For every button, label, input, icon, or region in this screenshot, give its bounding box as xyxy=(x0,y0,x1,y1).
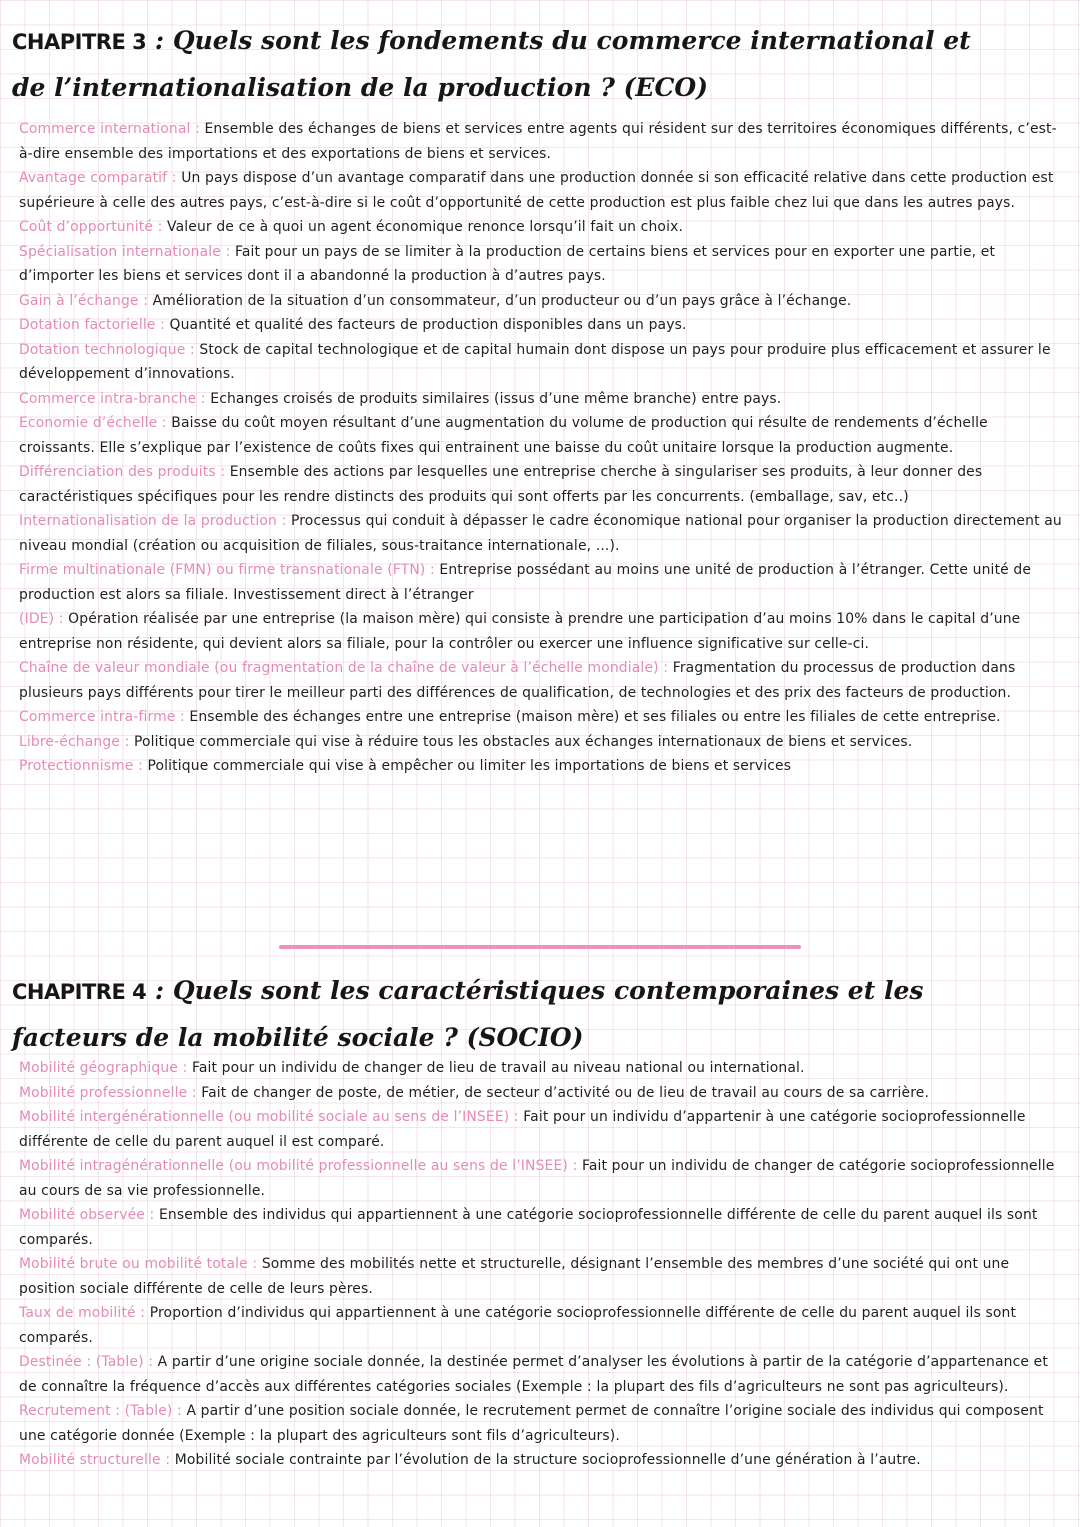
definition-item xyxy=(19,1350,1063,1399)
definition-term: Recrutement : (Table) xyxy=(19,1403,173,1419)
definition-term: Spécialisation internationale xyxy=(19,243,221,260)
definition-separator: : xyxy=(138,292,153,309)
definition-term: Mobilité géographique xyxy=(19,1060,178,1076)
definition-term: Mobilité structurelle xyxy=(19,1452,161,1468)
definition-term: Gain à l’échange xyxy=(19,292,139,309)
definition-term: Destinée : (Table) xyxy=(19,1354,144,1370)
definition-item xyxy=(19,338,1063,387)
definition-text: Fait pour un individu d’appartenir à une catégorie socioprofessionnelle différente de celle du parent auquel il est comparé. xyxy=(19,1109,1026,1150)
definition-text: Fait pour un individu de changer de lieu de travail au niveau national ou international. xyxy=(191,1060,805,1076)
definition-text: Politique commerciale qui vise à empêcher ou limiter les importations de biens et services xyxy=(147,758,792,774)
definition-item xyxy=(19,1252,1063,1301)
definition-text: A partir d’une origine sociale donnée, la destinée permet d’analyser les évolutions à partir de la catégorie d’appartenance et de connaître la fréquence d’accès aux différentes catégories sociales (Exemple : la plupart des fils d’agriculteurs ne sont pas agriculteurs). xyxy=(19,1354,1048,1395)
definition-separator: : xyxy=(54,611,69,627)
definition-term: Dotation factorielle xyxy=(19,317,156,333)
definition-separator: : xyxy=(568,1158,582,1174)
definition-text: Un pays dispose d’un avantage comparatif dans une production donnée si son efficacité relative dans cette production est supérieure à celle des autres pays, c’est-à-dire si le coût d’opportunité de cette production est plus faible chez lui que dans les autres pays. xyxy=(19,170,1054,211)
definition-text: Valeur de ce à quoi un agent économique renonce lorsqu’il fait un choix. xyxy=(167,219,684,235)
definition-separator: : xyxy=(185,341,200,358)
definition-term: Chaîne de valeur mondiale (ou fragmentation de la chaîne de valeur à l’échelle mondiale) xyxy=(19,660,659,676)
definition-separator: : xyxy=(167,170,182,186)
definition-item xyxy=(19,215,1063,240)
definition-separator: : xyxy=(175,709,190,725)
definition-separator: : xyxy=(658,660,673,676)
definition-item xyxy=(19,166,1063,215)
definition-separator: : xyxy=(135,1305,150,1321)
definition-text: Ensemble des échanges entre une entreprise (maison mère) et ses filiales ou entre les filiales de cette entreprise. xyxy=(189,709,1001,725)
definition-text: Fragmentation du processus de production dans plusieurs pays différents pour tirer le meilleur parti des différences de qualification, de technologies et des prix des facteurs de production. xyxy=(19,660,1016,701)
definition-separator: : xyxy=(143,1354,158,1370)
definition-separator: : xyxy=(155,317,170,333)
definition-term: Firme multinationale (FMN) ou firme transnationale (FTN) xyxy=(19,562,426,578)
definition-text: Mobilité sociale contrainte par l’évolution de la structure socioprofessionnelle d’une génération à l’autre. xyxy=(174,1452,921,1468)
definition-separator: : xyxy=(221,243,235,260)
definition-separator: : xyxy=(133,758,148,774)
definition-term: Différenciation des produits xyxy=(19,464,216,480)
definition-text: Quantité et qualité des facteurs de production disponibles dans un pays. xyxy=(169,317,687,333)
chapter-3-label: CHAPITRE 3 xyxy=(12,30,147,54)
definition-term: Mobilité brute ou mobilité totale xyxy=(19,1256,248,1272)
definition-item xyxy=(19,387,1063,412)
definition-item xyxy=(19,1154,1063,1203)
definition-term: Commerce intra-firme xyxy=(19,709,176,725)
definition-term: Commerce intra-branche xyxy=(19,390,197,407)
chapter-4-title-line1: : Quels sont les caractéristiques contemporaines et les xyxy=(146,976,924,1005)
definition-text: Ensemble des individus qui appartiennent à une catégorie socioprofessionnelle différente de celle du parent auquel ils sont comparés. xyxy=(19,1207,1038,1248)
definition-text: A partir d’une position sociale donnée, le recrutement permet de connaître l’origine sociale des individus qui composent une catégorie donnée (Exemple : la plupart des agriculteurs sont fils d’agriculteurs). xyxy=(19,1403,1044,1444)
definition-item xyxy=(19,558,1063,607)
definition-term: Protectionnisme xyxy=(19,758,134,774)
definition-text: Baisse du coût moyen résultant d’une augmentation du volume de production qui résulte de rendements d’échelle croissants. Elle s’explique par l’existence de coûts fixes qui entrainent une baisse du coût unitaire lorsque la production augmente. xyxy=(19,415,988,456)
chapter-divider xyxy=(279,945,801,949)
definition-item xyxy=(19,509,1063,558)
definition-separator: : xyxy=(178,1060,192,1076)
definition-item xyxy=(19,705,1063,730)
definition-text: Entreprise possédant au moins une unité de production à l’étranger. Cette unité de production est alors sa filiale. Investissement direct à l’étranger xyxy=(19,562,1032,603)
definition-item xyxy=(19,1399,1063,1448)
definition-separator: : xyxy=(157,415,172,431)
chapter-4-title-line2: facteurs de la mobilité sociale ? (SOCIO) xyxy=(12,1023,584,1052)
definition-separator: : xyxy=(425,562,440,578)
definition-item xyxy=(19,1056,1063,1081)
definition-term: Mobilité professionnelle xyxy=(19,1084,188,1101)
chapter-3-title xyxy=(12,18,1062,111)
definition-item xyxy=(19,1105,1063,1154)
chapter-4-definition-list xyxy=(19,1056,1063,1473)
definition-item xyxy=(19,460,1063,509)
definition-separator: : xyxy=(172,1403,187,1419)
definition-item xyxy=(19,117,1063,166)
definition-separator: : xyxy=(160,1452,175,1468)
definition-separator: : xyxy=(277,513,291,529)
definition-item xyxy=(19,1301,1063,1350)
definition-item xyxy=(19,289,1063,314)
definition-term: Commerce international xyxy=(19,121,191,137)
definition-separator: : xyxy=(187,1084,202,1101)
definition-term: (IDE) xyxy=(19,611,55,627)
definition-term: Dotation technologique xyxy=(19,341,186,358)
chapter-3-title-line1: : Quels sont les fondements du commerce international et xyxy=(146,26,971,55)
definition-item xyxy=(19,1081,1063,1106)
definition-text: Fait de changer de poste, de métier, de secteur d’activité ou de lieu de travail au cours de sa carrière. xyxy=(201,1084,930,1101)
chapter-3-definition-list xyxy=(19,117,1063,779)
definition-separator: : xyxy=(153,219,168,235)
definition-text: Fait pour un individu de changer de catégorie socioprofessionnelle au cours de sa vie professionnelle. xyxy=(19,1158,1055,1199)
definition-item xyxy=(19,411,1063,460)
definition-text: Processus qui conduit à dépasser le cadre économique national pour organiser la production directement au niveau mondial (création ou acquisition de filiales, sous-traitance internationale, ...). xyxy=(19,513,1062,554)
definition-term: Mobilité observée xyxy=(19,1207,145,1223)
definition-term: Mobilité intragénérationnelle (ou mobilité professionnelle au sens de l’INSEE) xyxy=(19,1158,568,1174)
definition-term: Coût d’opportunité xyxy=(19,219,154,235)
definition-separator: : xyxy=(190,121,205,137)
definition-item xyxy=(19,656,1063,705)
definition-text: Fait pour un pays de se limiter à la production de certains biens et services pour en exporter une partie, et d’importer les biens et services dont il a abandonné la production à d’autres pays. xyxy=(19,243,996,284)
definition-text: Amélioration de la situation d’un consommateur, d’un producteur ou d’un pays grâce à l’échange. xyxy=(152,292,852,309)
definition-separator: : xyxy=(120,733,134,750)
definition-item xyxy=(19,313,1063,338)
definition-text: Stock de capital technologique et de capital humain dont dispose un pays pour produire plus efficacement et assurer le développement d’innovations. xyxy=(19,341,1051,382)
definition-term: Internationalisation de la production xyxy=(19,513,277,529)
definition-item xyxy=(19,754,1063,779)
definition-term: Mobilité intergénérationnelle (ou mobilité sociale au sens de l’INSEE) xyxy=(19,1109,510,1125)
definition-text: Proportion d’individus qui appartiennent à une catégorie socioprofessionnelle différente de celle du parent auquel ils sont comparés. xyxy=(19,1305,1017,1346)
definition-text: Ensemble des échanges de biens et services entre agents qui résident sur des territoires économiques différents, c’est-à-dire ensemble des importations et des exportations de biens et services. xyxy=(19,121,1057,162)
definition-term: Taux de mobilité xyxy=(19,1305,136,1321)
definition-term: Avantage comparatif xyxy=(19,170,168,186)
definition-text: Politique commerciale qui vise à réduire tous les obstacles aux échanges internationaux de biens et services. xyxy=(133,733,913,750)
definition-text: Somme des mobilités nette et structurelle, désignant l’ensemble des membres d’une société qui ont une position sociale différente de celle de leurs pères. xyxy=(19,1256,1010,1297)
chapter-3-title-line2: de l’internationalisation de la production ? (ECO) xyxy=(12,73,708,102)
definition-text: Opération réalisée par une entreprise (la maison mère) qui consiste à prendre une participation d’au moins 10% dans le capital d’une entreprise non résidente, qui devient alors sa filiale, pour la contrôler ou exercer une influence significative sur celle-ci. xyxy=(19,611,1021,652)
definition-term: Libre-échange xyxy=(19,733,120,750)
definition-separator: : xyxy=(215,464,230,480)
definition-separator: : xyxy=(247,1256,262,1272)
definition-item xyxy=(19,1448,1063,1473)
definition-item xyxy=(19,730,1063,755)
definition-item xyxy=(19,240,1063,289)
definition-separator: : xyxy=(509,1109,524,1125)
definition-separator: : xyxy=(196,390,211,407)
definition-text: Ensemble des actions par lesquelles une entreprise cherche à singulariser ses produits, à leur donner des caractéristiques spécifiques pour les rendre distincts des produits qui sont offerts par les concurrents. (emballage, sav, etc..) xyxy=(19,464,983,505)
chapter-4-label: CHAPITRE 4 xyxy=(12,980,147,1004)
definition-item xyxy=(19,607,1063,656)
definition-separator: : xyxy=(144,1207,159,1223)
definition-item xyxy=(19,1203,1063,1252)
definition-text: Echanges croisés de produits similaires (issus d’une même branche) entre pays. xyxy=(210,390,782,407)
chapter-4-title xyxy=(12,968,1062,1061)
definition-term: Economie d’échelle xyxy=(19,415,158,431)
